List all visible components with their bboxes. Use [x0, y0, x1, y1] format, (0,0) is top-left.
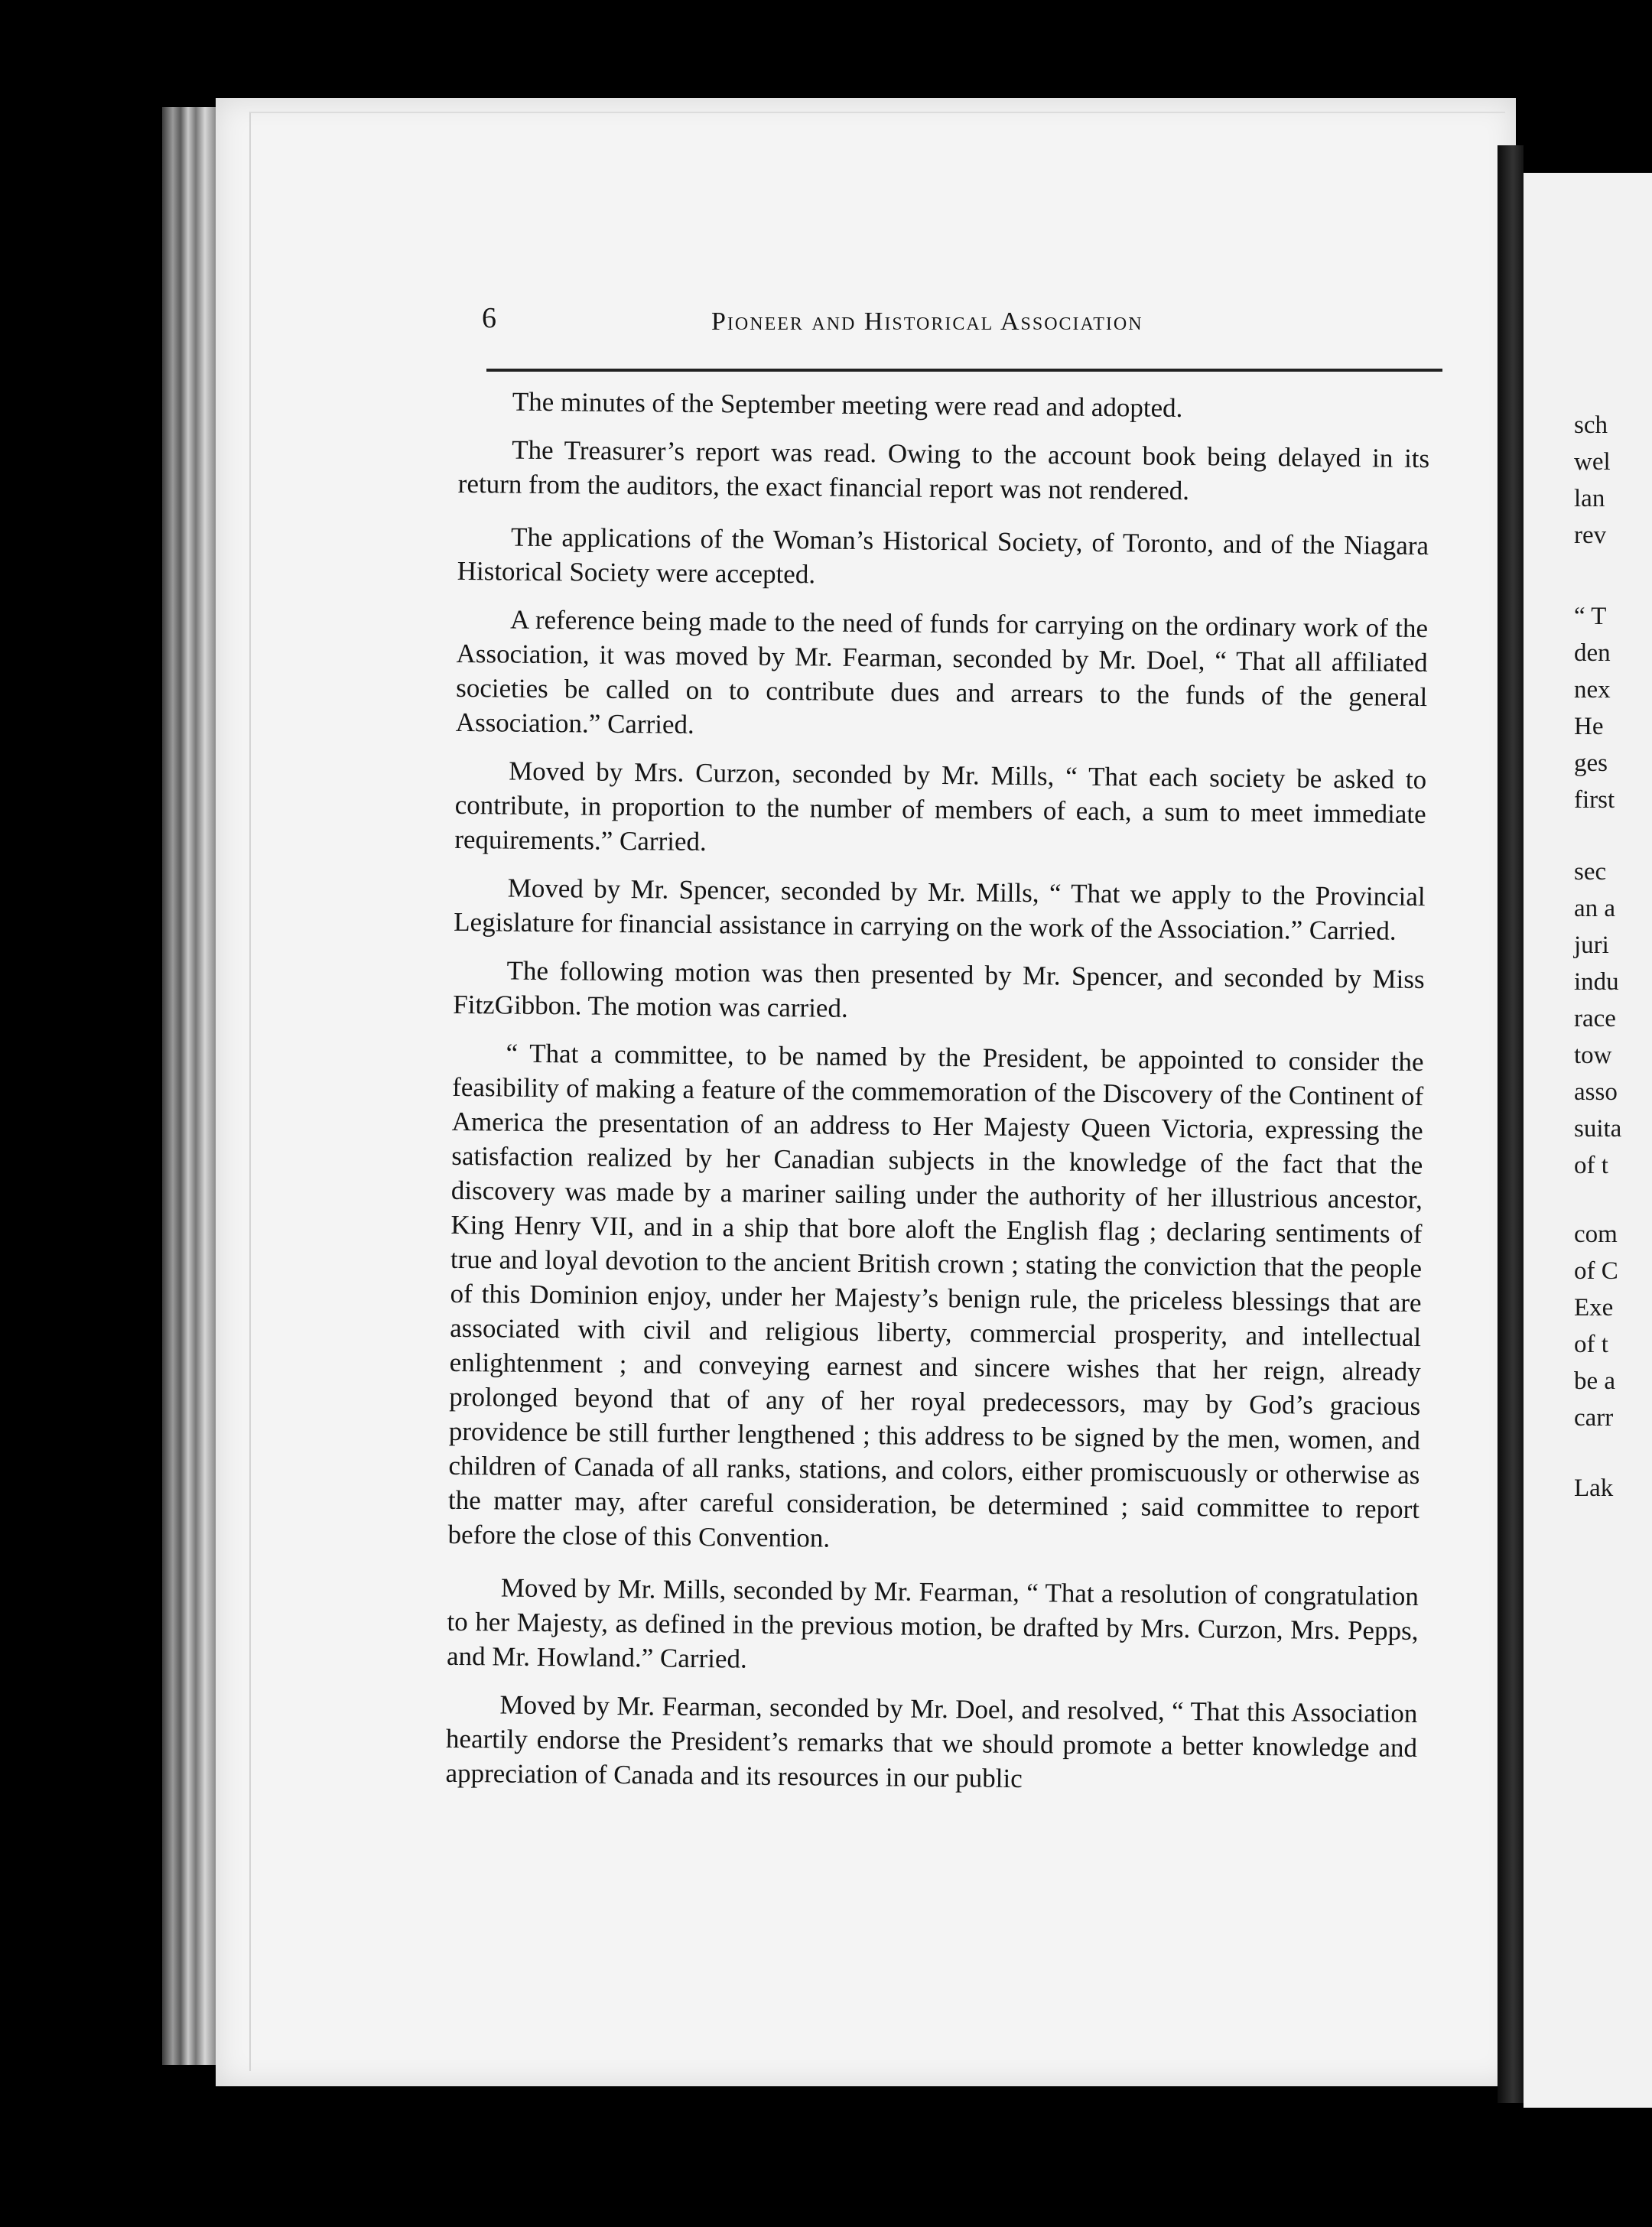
facing-page-fragment: of t: [1574, 1331, 1608, 1358]
facing-page-fragment: “ T: [1574, 603, 1607, 630]
facing-page-fragment: an a: [1574, 895, 1616, 922]
facing-page-fragment: com: [1574, 1221, 1618, 1248]
facing-page-fragment: juri: [1574, 931, 1609, 959]
paragraph: The following motion was then presented by Mr. Spencer, and seconded by Miss FitzGibbon. The motion was carried.: [453, 955, 1425, 1023]
paragraph: The Treasurer’s report was read. Owing to the account book being delayed in its return from the auditors, the exact financial report was not rendered.: [457, 434, 1430, 506]
facing-page-fragment: carr: [1574, 1404, 1614, 1432]
paragraph: “ That a committee, to be named by the President, be appointed to consider the feasibility of making a feature of the commemoration of the Discovery of the Continent of America the presentation of an address to Her Majesty Queen Victoria, expressing the satisfaction realized by her Canadian subjects in the knowledge of the fact that the discovery was made by a mariner sailing under the authority of her illustrious ancestor, King Henry VII, and in a ship that bore aloft the English flag ; declaring sentiments of true and loyal devotion to the ancient British crown ; stating the conviction that the people of this Dominion enjoy, under her Majesty’s benign rule, the priceless blessings that are associated with civil and religious liberty, commercial prosperity, and intellectual enlightenment ; and conveying earnest and sincere wishes that her reign, already prolonged beyond that of any of her royal predecessors, may by God’s gracious providence be still further lengthened ; this address to be signed by the men, women, and children of Canada of all ranks, stations, and colors, either promiscuously or otherwise as the matter may, after careful consideration, be determined ; said committee to report before the close of this Convention.: [447, 1038, 1424, 1553]
paragraph: Moved by Mr. Fearman, seconded by Mr. Doel, and resolved, “ That this Association heartily endorse the President’s remarks that we should promote a better knowledge and appreciation of Canada and its resources in our public: [445, 1689, 1418, 1794]
facing-page-fragment: of C: [1574, 1257, 1618, 1285]
facing-page-fragment: nex: [1574, 676, 1611, 704]
facing-page-fragment: Lak: [1574, 1474, 1614, 1502]
facing-page-fragment: He: [1574, 713, 1604, 740]
paragraph: Moved by Mr. Mills, seconded by Mr. Fearman, “ That a resolution of congratulation to her Majesty, as defined in the previous motion, be drafted by Mrs. Curzon, Mrs. Pepps, and Mr. Howland.” Carried.: [446, 1572, 1419, 1674]
facing-page-fragment: race: [1574, 1005, 1616, 1032]
header-rule: [486, 369, 1442, 372]
facing-page-fragment: sec: [1574, 858, 1607, 886]
facing-page-fragment: of t: [1574, 1152, 1608, 1179]
running-title: Pioneer and Historical Association: [711, 307, 1143, 336]
facing-page-fragment: asso: [1574, 1078, 1618, 1106]
running-head: [482, 291, 1423, 375]
paragraph: The minutes of the September meeting were read and adopted.: [512, 386, 1183, 423]
facing-page-fragment: be a: [1574, 1367, 1616, 1395]
facing-page-fragment: ges: [1574, 749, 1608, 777]
facing-page-fragment: sch: [1574, 411, 1608, 439]
facing-page-fragment: lan: [1574, 485, 1605, 512]
paragraph: Moved by Mr. Spencer, seconded by Mr. Mills, “ That we apply to the Provincial Legislature for financial assistance in carrying on the work of the Association.” Carried.: [454, 873, 1426, 946]
body-text: [445, 384, 1430, 1813]
facing-page-fragment: den: [1574, 639, 1611, 667]
facing-page-fragment: tow: [1574, 1042, 1612, 1069]
book-gutter: [1498, 145, 1524, 2103]
facing-page-fragment: wel: [1574, 448, 1611, 476]
facing-page-fragment: rev: [1574, 522, 1607, 549]
facing-page-fragment: first: [1574, 786, 1615, 814]
paragraph: The applications of the Woman’s Historical Society, of Toronto, and of the Niagara Historical Society were accepted.: [457, 522, 1429, 590]
paragraph: Moved by Mrs. Curzon, seconded by Mr. Mills, “ That each society be asked to contribute, in proportion to the number of members of each, a sum to meet immediate requirements.” Carried.: [454, 756, 1427, 857]
paragraph: A reference being made to the need of funds for carrying on the ordinary work of the Association, it was moved by Mr. Fearman, seconded by Mr. Doel, “ That all affiliated societies be called on to contribute dues and arrears to the funds of the general Association.” Carried.: [455, 604, 1429, 740]
facing-page-fragment: indu: [1574, 968, 1619, 996]
facing-page-fragment: Exe: [1574, 1294, 1614, 1322]
facing-page-fragment: suita: [1574, 1115, 1622, 1143]
page-number: 6: [482, 302, 496, 334]
